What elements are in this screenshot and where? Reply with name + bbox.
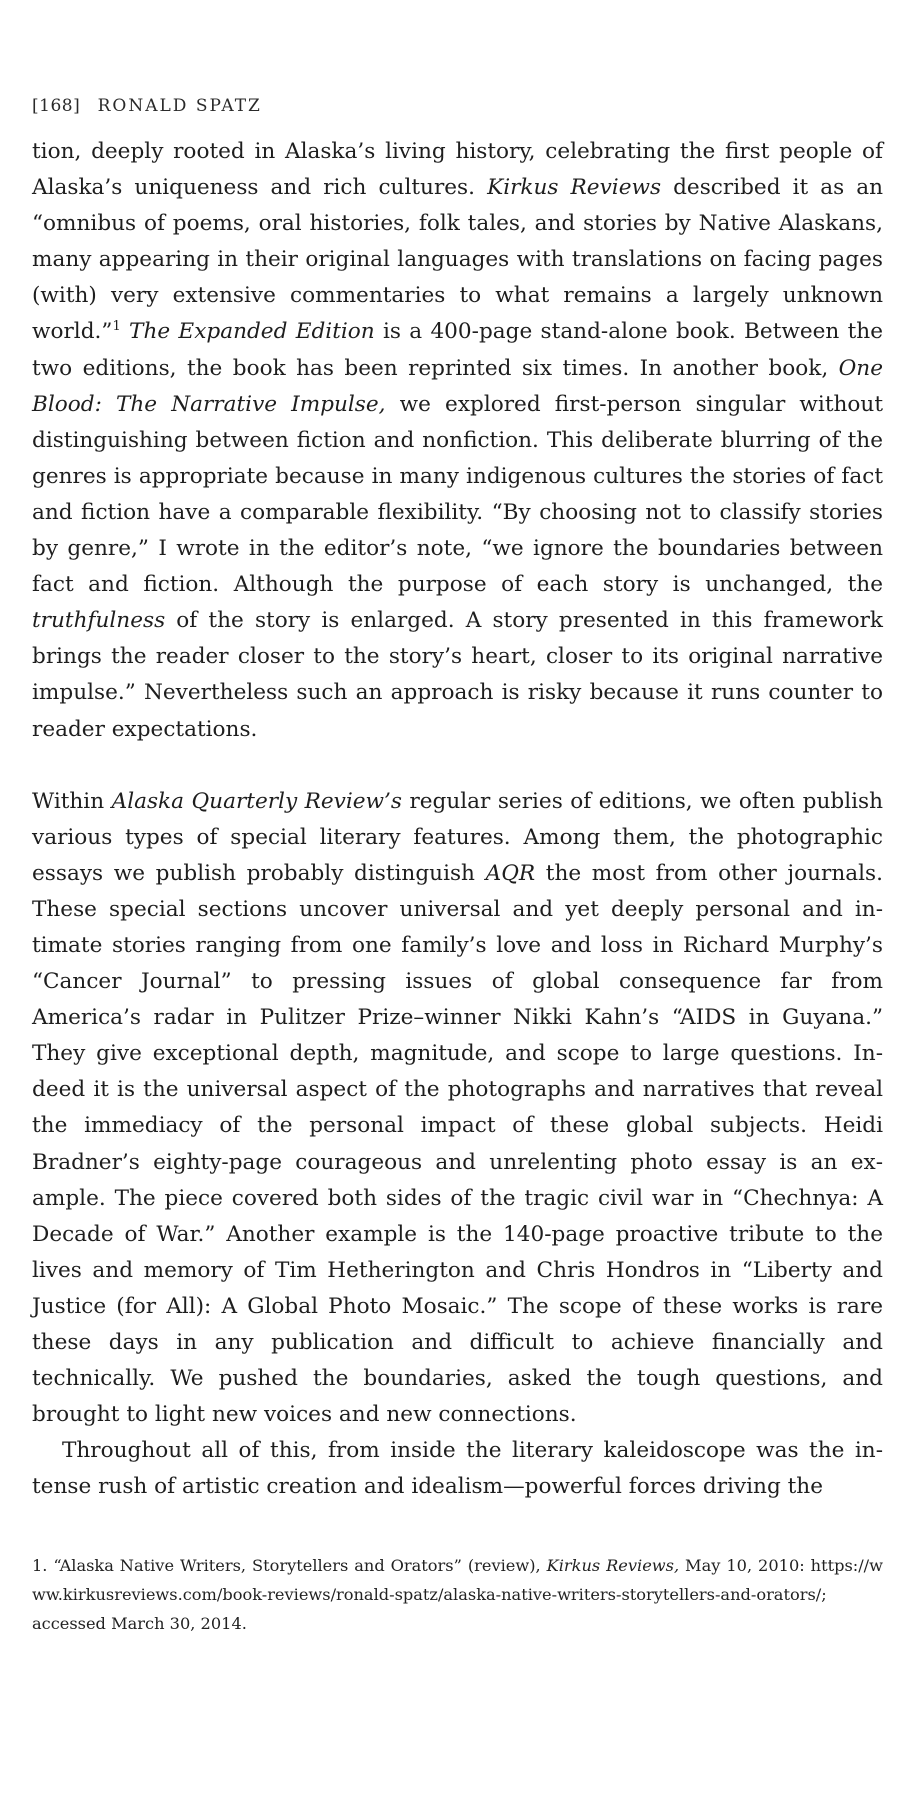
footnote-url: https://www.kirkusreviews.com/book-reviews/ronald-spatz/alaska-native-writers-storytellers-and-orators/ [32,1556,883,1604]
text-run: the most from other journals. These special sections uncover universal and yet deeply personal and intimate stories ranging from one family’s love and loss in Richard Murphy’s “Cancer Journal” to pressing issues of global consequence far from America’s radar in Pulitzer Prize–winner Nikki Kahn’s “AIDS in Guyana.” They give exceptional depth, magnitude, and scope to large questions. Indeed it is the universal aspect of the photographs and narratives that reveal the immediacy of the personal impact of these global subjects. Heidi Bradner’s eighty-page courageous and unrelenting photo essay is an example. The piece covered both sides of the tragic civil war in “Chechnya: A Decade of War.” Another example is the 140-page proactive tribute to the lives and memory of Tim Hetherington and Chris Hondros in “Liberty and Justice (for All): A Global Photo Mosaic.” The scope of these works is rare these days in any publication and difficult to achieve financially and technically. We pushed the boundaries, asked the tough questions, and brought to light new voices and new connections. [32,860,883,1428]
text-run: Throughout all of this, from inside the literary kaleidoscope was the intense rush of artistic creation and idealism—powerful forces driving the [32,1438,883,1500]
text-run [121,319,129,344]
text-run: May 10, 2010: [679,1556,811,1575]
body-text [32,134,883,1505]
text-run: ; accessed March 30, 2014. [32,1585,827,1633]
text-run: is a 400-page stand-alone book. Between the two editions, the book has been reprinted six times. In another book, [32,319,883,381]
text-run: regular series of editions, we often publish various types of special literary features. Among them, the photographic essays we publish probably distinguish [32,788,884,886]
page-number: [168] [32,96,81,116]
text-run: of the story is enlarged. A story presented in this framework brings the reader closer to the story’s heart, closer to its original narrative impulse.” Nevertheless such an approach is risky because it runs counter to reader expectations. [32,608,883,742]
italic-title: AQR [485,860,536,886]
footnote-1 [32,1551,883,1638]
running-head-author: RONALD SPATZ [97,96,262,116]
running-head [32,96,262,116]
italic-title: Kirkus Reviews, [546,1556,680,1575]
paragraph-2 [32,784,883,1434]
paragraph-1 [32,134,883,748]
text-run: we explored first-person singular without distinguishing between fiction and nonfiction. This deliberate blurring of the genres is appropriate because in many indigenous cultures the stories of fact and fiction have a comparable flexibility. “By choosing not to classify stories by genre,” I wrote in the editor’s note, “we ignore the boundaries between fact and fiction. Although the purpose of each story is unchanged, the [32,391,883,598]
italic-title: One Blood: The Narrative Impulse, [32,355,883,417]
text-run: 1. “Alaska Native Writers, Storytellers and Orators” (review), [32,1556,547,1575]
text-run: Within [32,788,112,814]
italic-title: Alaska Quarterly Review’s [111,788,402,814]
italic-title: truthfulness [32,608,166,634]
footnote-marker: 1 [112,319,121,335]
text-run: tion, deeply rooted in Alaska’s living history, celebrating the first people of Alaska’s uniqueness and rich cultures. [32,139,883,201]
paragraph-3 [32,1433,883,1505]
footnotes [32,1551,883,1638]
italic-title: The Expanded Edition [129,319,375,345]
italic-title: Kirkus Reviews [487,175,662,201]
text-run: described it as an “omnibus of poems, oral histories, folk tales, and stories by Native Alaskans, many appearing in their original languages with translations on facing pages (with) very extensive commentaries to what remains a largely unknown world.” [32,175,883,345]
